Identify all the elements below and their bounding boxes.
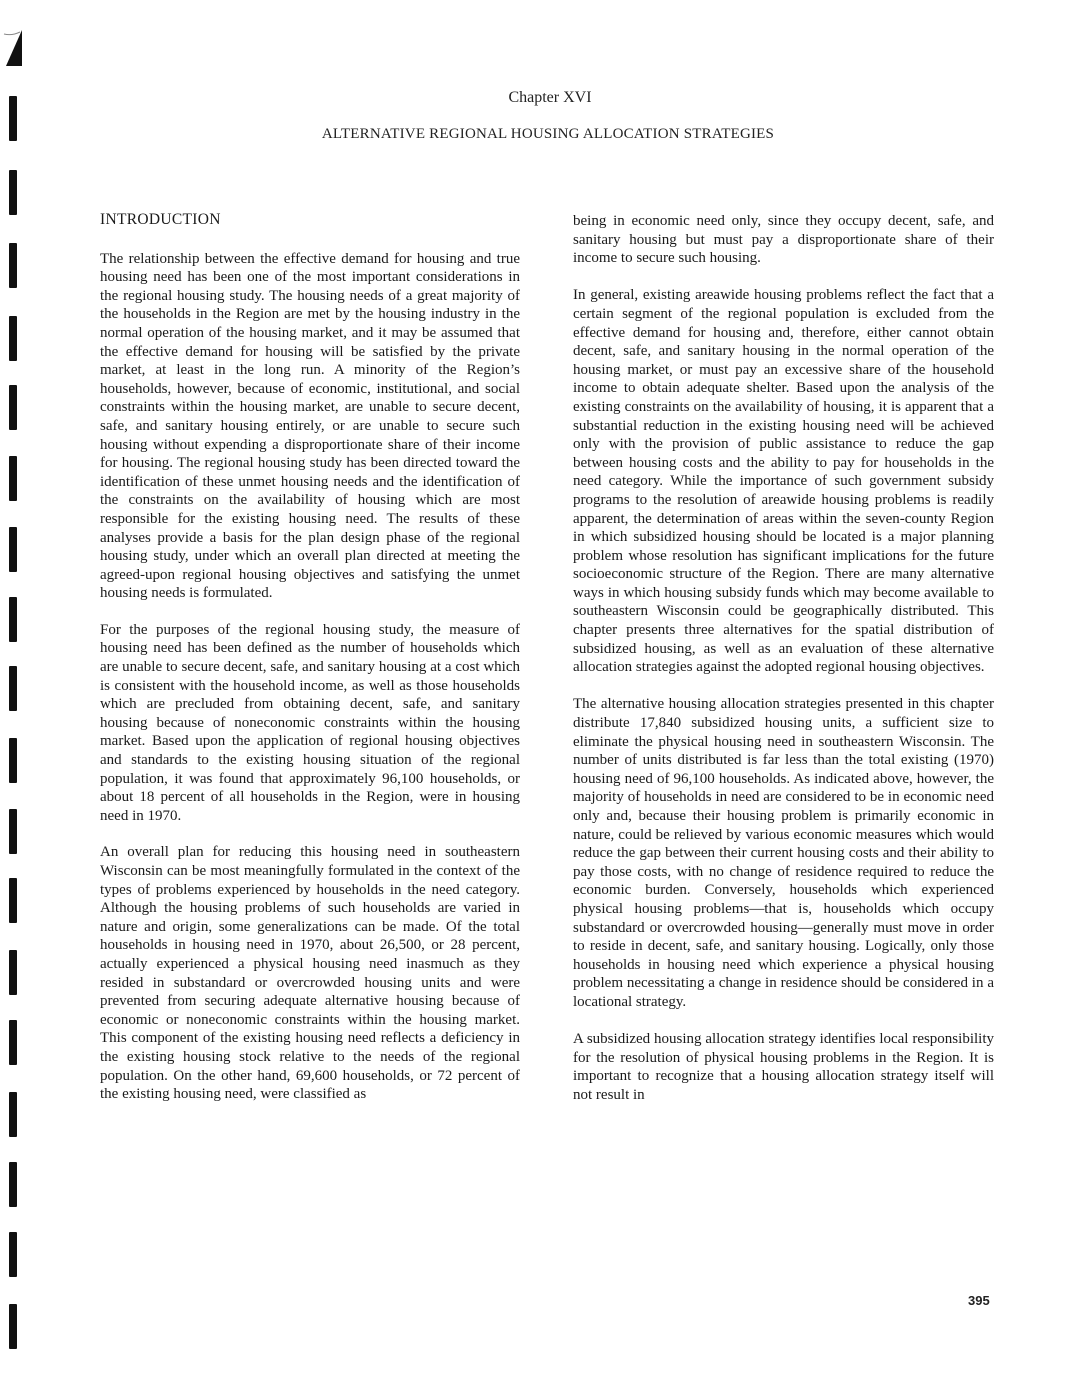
binding-mark (9, 1232, 17, 1277)
paragraph: An overall plan for reducing this housing need in southeastern Wisconsin can be most meaningfully formulated in the context of the types of problems experienced by households in the need category. Although the housing problems of such households are varied in nature and origin, some generalizations can be made. Of the total households in housing need in 1970, about 26,500, or 28 percent, actually experienced a physical housing need inasmuch as they resided in substandard or overcrowded housing units and were prevented from securing adequate alternative housing because of economic or noneconomic constraints within the housing market. This component of the existing housing need reflects a deficiency in the existing housing stock relative to the needs of the regional population. On the other hand, 69,600 households, or 72 percent of the existing housing need, were classified as (100, 844, 520, 1103)
paragraph: being in economic need only, since they occupy decent, safe, and sanitary housing but must pay a disproportionate share of their income to secure such housing. (573, 213, 994, 267)
paragraph: In general, existing areawide housing problems reflect the fact that a certain segment of the regional population is excluded from the effective demand for housing and, therefore, either cannot obtain decent, safe, and sanitary housing in the normal operation of the housing market, or must pay an excessive share of the household income to obtain adequate shelter. Based upon the analysis of the existing constraints on the availability of housing, it is apparent that a substantial reduction in the existing housing need will be achieved only with the provision of public assistance to reduce the gap between housing costs and the ability to pay for households in the need category. While the importance of such government subsidy programs to the resolution of areawide housing problems is readily apparent, the determination of areas within the seven-county Region in which subsidized housing should be located is a major planning problem whose resolution has significant implications for the future socioeconomic structure of the Region. There are many alternative ways in which housing subsidy funds which may become available to southeastern Wisconsin could be geographically distributed. This chapter presents three alternatives for the spatial distribution of subsidized housing, as well as an evaluation of these alternative allocation strategies against the adopted regional housing objectives. (573, 287, 994, 676)
paragraph: A subsidized housing allocation strategy identifies local responsibility for the resolution of physical housing problems in the Region. It is important to recognize that a housing allocation strategy itself will not result in (573, 1031, 994, 1103)
binding-mark (9, 1304, 17, 1349)
binding-mark (9, 950, 17, 995)
section-heading: INTRODUCTION (100, 211, 221, 228)
left-column (100, 211, 520, 1122)
binding-mark (9, 316, 17, 361)
binding-mark (9, 243, 17, 288)
binding-mark (9, 597, 17, 642)
binding-mark (9, 527, 17, 572)
binding-mark (9, 385, 17, 430)
paragraph: The alternative housing allocation strategies presented in this chapter distribute 17,840 subsidized housing units, a sufficient size to eliminate the physical housing need in southeastern Wisconsin. The number of units distributed is far less than the total existing (1970) housing need of 96,100 households. As indicated above, however, the majority of households in need are considered to be in economic need only and, because their housing problem is primarily economic in nature, could be relieved by various economic measures which would reduce the gap between their current housing costs and their ability to pay those costs, with no change of residence required to reduce the economic burden. Conversely, households which experienced physical housing problems—that is, households which occupy substandard or overcrowded housing—generally must move in order to reside in decent, safe, and sanitary housing. Logically, only those households in housing need which experience a physical housing problem necessitating a change in residence should be considered in a locational strategy. (573, 696, 994, 1010)
corner-mark-icon (2, 28, 24, 68)
binding-mark (9, 1162, 17, 1207)
binding-mark (9, 809, 17, 854)
binding-mark (9, 1092, 17, 1137)
paragraph: For the purposes of the regional housing study, the measure of housing need has been defined as the number of households which are unable to secure decent, safe, and sanitary housing at a cost which is consistent with the household income, as well as those households which are precluded from obtaining decent, safe, and sanitary housing because of noneconomic constraints within the housing market. Based upon the application of regional housing objectives and standards to the existing housing situation of the regional population, it was found that approximately 96,100 households, or about 18 percent of all households in the Region, were in housing need in 1970. (100, 621, 520, 824)
binding-mark (9, 456, 17, 501)
right-column (573, 212, 994, 1123)
binding-mark (9, 738, 17, 783)
chapter-label: Chapter XVI (508, 89, 592, 106)
binding-mark (9, 666, 17, 711)
page-number: 395 (968, 1293, 990, 1308)
binding-mark (9, 878, 17, 923)
chapter-title: ALTERNATIVE REGIONAL HOUSING ALLOCATION STRATEGIES (321, 126, 775, 142)
paragraph: The relationship between the effective demand for housing and true housing need has been one of the most important considerations in the regional housing study. The housing needs of a great majority of the households in the Region are met by the housing industry in the normal operation of the housing market, and it may be assumed that the effective demand for housing will be satisfied by the private market, at least in the long run. A minority of the Region’s households, however, because of economic, institutional, and social constraints within the housing market, are unable to secure decent, safe, and sanitary housing entirely, or are unable to secure such housing without expending a disproportionate share of their income for housing. The regional housing study has been directed toward the identification of these unmet housing needs and the identification of the constraints on the availability of housing which are most responsible for the existing housing need. The results of these analyses provide a basis for the plan design phase of the regional housing study, under which an overall plan directed at meeting the agreed-upon regional housing objectives and satisfying the unmet housing needs is formulated. (100, 250, 520, 602)
binding-mark (9, 1020, 17, 1065)
binding-mark (9, 170, 17, 215)
